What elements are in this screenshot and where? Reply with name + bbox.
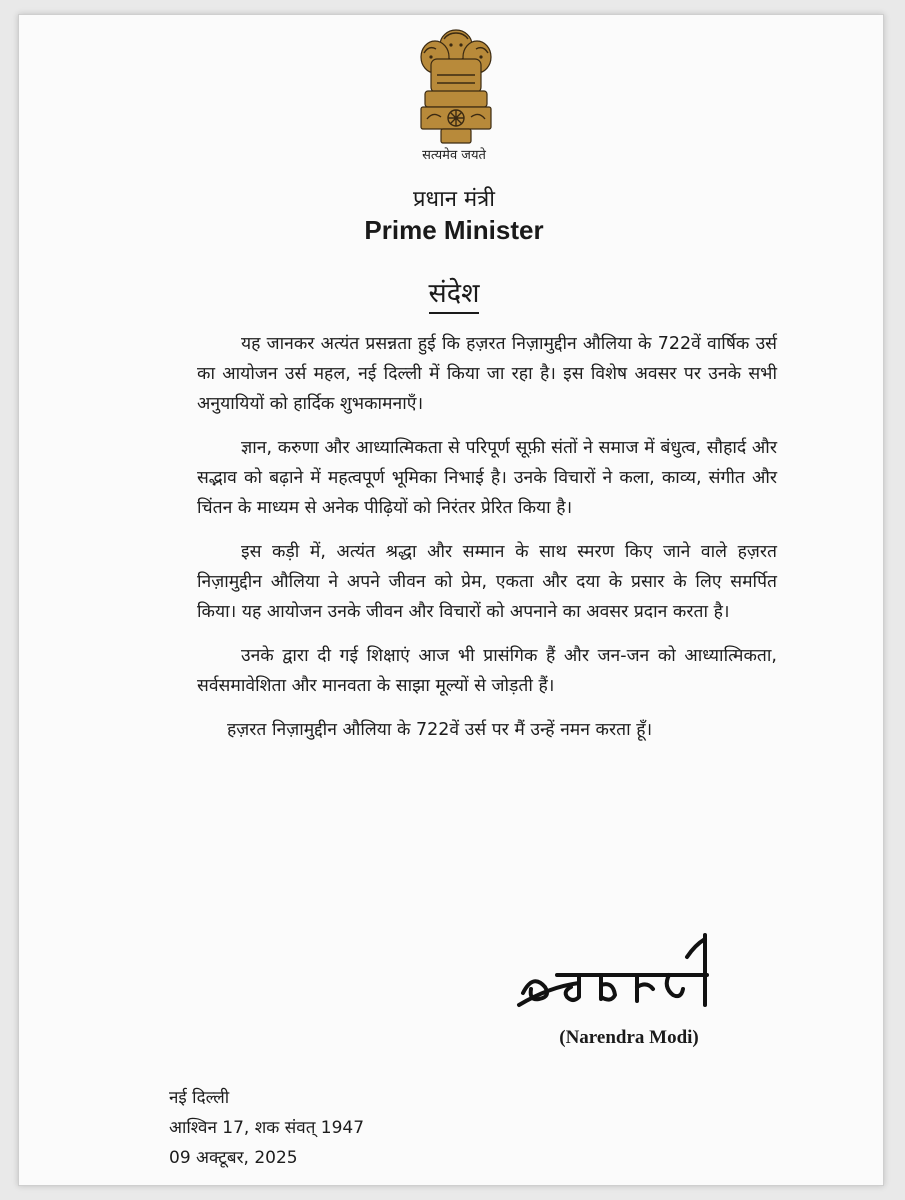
office-title-hindi: प्रधान मंत्री (413, 187, 495, 212)
signatory-name: (Narendra Modi) (559, 1027, 699, 1048)
message-paragraph-2: ज्ञान, करुणा और आध्यात्मिकता से परिपूर्ण सूफ़ी संतों ने समाज में बंधुत्व, सौहार्द और सद्भाव को बढ़ाने में महत्वपूर्ण भूमिका निभाई है। उनके विचारों ने कला, काव्य, संगीत और चिंतन के माध्यम से अनेक पीढ़ियों को निरंतर प्रेरित किया है। (197, 438, 777, 518)
message-paragraph-4: उनके द्वारा दी गई शिक्षाएं आज भी प्रासंगिक हैं और जन-जन को आध्यात्मिकता, सर्वसमावेशिता और मानवता के साझा मूल्यों से जोड़ती हैं। (197, 646, 777, 696)
handwritten-signature (509, 915, 739, 1025)
place-name: नई दिल्ली (169, 1088, 230, 1108)
place-and-date (169, 1083, 469, 1173)
message-paragraph-5: हज़रत निज़ामुद्दीन औलिया के 722वें उर्स पर मैं उन्हें नमन करता हूँ। (227, 720, 653, 740)
gregorian-date: 09 अक्टूबर, 2025 (169, 1148, 298, 1168)
office-title-english: Prime Minister (364, 215, 544, 245)
emblem-motto: सत्यमेव जयते (422, 148, 486, 163)
letter-page (18, 14, 884, 1186)
national-emblem-icon (411, 23, 501, 155)
saka-date: आश्विन 17, शक संवत् 1947 (169, 1118, 365, 1138)
message-heading (369, 273, 539, 310)
message-body (197, 329, 777, 759)
message-paragraph-3: इस कड़ी में, अत्यंत श्रद्धा और सम्मान के साथ स्मरण किए जाने वाले हज़रत निज़ामुद्दीन औलिया ने अपने जीवन को प्रेम, एकता और दया के प्रसार के लिए समर्पित किया। यह आयोजन उनके जीवन और विचारों को अपनाने का अवसर प्रदान करता है। (197, 542, 777, 622)
message-paragraph-1: यह जानकर अत्यंत प्रसन्नता हुई कि हज़रत निज़ामुद्दीन औलिया के 722वें वार्षिक उर्स का आयोजन उर्स महल, नई दिल्ली में किया जा रहा है। इस विशेष अवसर पर उनके सभी अनुयायियों को हार्दिक शुभकामनाएँ। (197, 334, 777, 414)
message-heading-text: संदेश (429, 278, 480, 314)
